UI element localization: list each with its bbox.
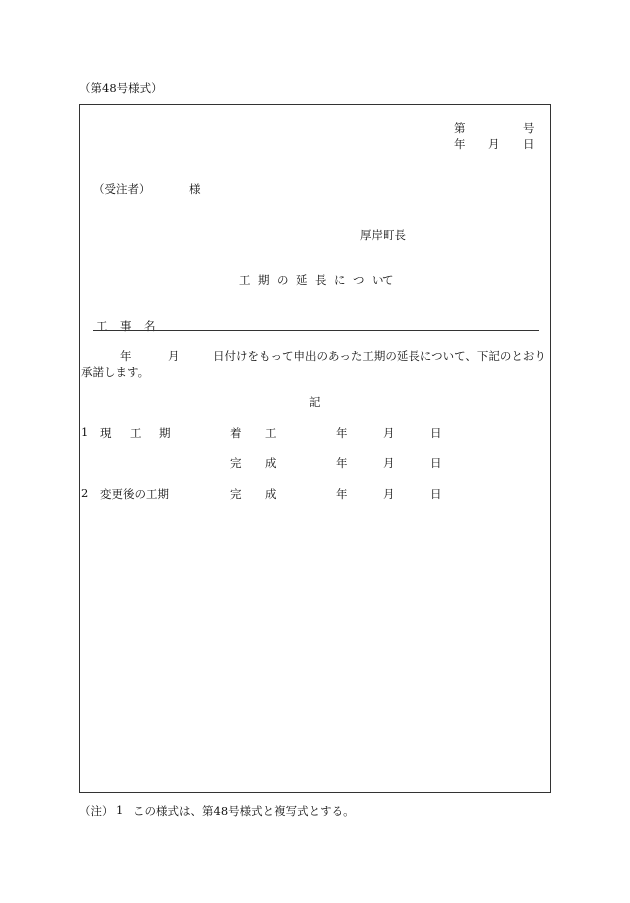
document-title-char: 期 (258, 273, 270, 287)
start-date-month: 月 (383, 426, 395, 440)
item1-label-char: 期 (159, 426, 171, 440)
complete-label-char: 成 (265, 456, 277, 470)
changed-date-month: 月 (383, 487, 395, 501)
item2-number: 2 (81, 486, 89, 500)
changed-date-year: 年 (336, 487, 348, 501)
start-date-day: 日 (430, 426, 442, 440)
subject-label-char: 事 (120, 319, 132, 333)
recipient-label: （受注者） (93, 182, 151, 196)
document-title-char: 延 (296, 273, 308, 287)
recipient-honorific: 様 (189, 182, 201, 196)
body-line-1: 日付けをもって申出のあった工期の延長について、下記のとおり (213, 349, 546, 363)
body-month: 月 (168, 349, 180, 363)
document-title-char: 長 (315, 273, 327, 287)
form-label: （第48号様式） (79, 81, 163, 95)
complete-label-char: 完 (230, 456, 242, 470)
document-title-char: つ (353, 273, 365, 287)
note-number: 1 (116, 803, 124, 817)
changed-complete-label-char: 成 (265, 487, 277, 501)
start-date-year: 年 (336, 426, 348, 440)
complete-date-year: 年 (336, 456, 348, 470)
document-title-char: 工 (239, 273, 251, 287)
document-title-char: の (277, 273, 289, 287)
issuer-name: 厚岸町長 (360, 228, 406, 242)
document-title-char: て (382, 273, 394, 287)
item1-label-char: 現 (100, 426, 112, 440)
item2-label: 変更後の工期 (100, 487, 169, 501)
document-frame (79, 104, 551, 793)
document-title-char: に (334, 273, 346, 287)
document-title-char: い (372, 273, 384, 287)
ki-heading: 記 (309, 395, 321, 409)
subject-underline (93, 330, 539, 331)
subject-label-char: 工 (96, 319, 108, 333)
document-number-prefix: 第 (454, 121, 466, 135)
body-line-2: 承諾します。 (81, 365, 150, 379)
document-number-suffix: 号 (523, 121, 535, 135)
complete-date-month: 月 (383, 456, 395, 470)
header-date-day: 日 (523, 137, 535, 151)
subject-label-char: 名 (144, 319, 156, 333)
header-date-month: 月 (488, 137, 500, 151)
body-year: 年 (120, 349, 132, 363)
header-date-year: 年 (454, 137, 466, 151)
start-label-char: 着 (230, 426, 242, 440)
changed-complete-label-char: 完 (230, 487, 242, 501)
start-label-char: 工 (265, 426, 277, 440)
note-label: （注） (79, 804, 114, 818)
item1-number: 1 (81, 425, 89, 439)
changed-date-day: 日 (430, 487, 442, 501)
complete-date-day: 日 (430, 456, 442, 470)
item1-label-char: 工 (130, 426, 142, 440)
note-text: この様式は、第48号様式と複写式とする。 (133, 804, 355, 818)
